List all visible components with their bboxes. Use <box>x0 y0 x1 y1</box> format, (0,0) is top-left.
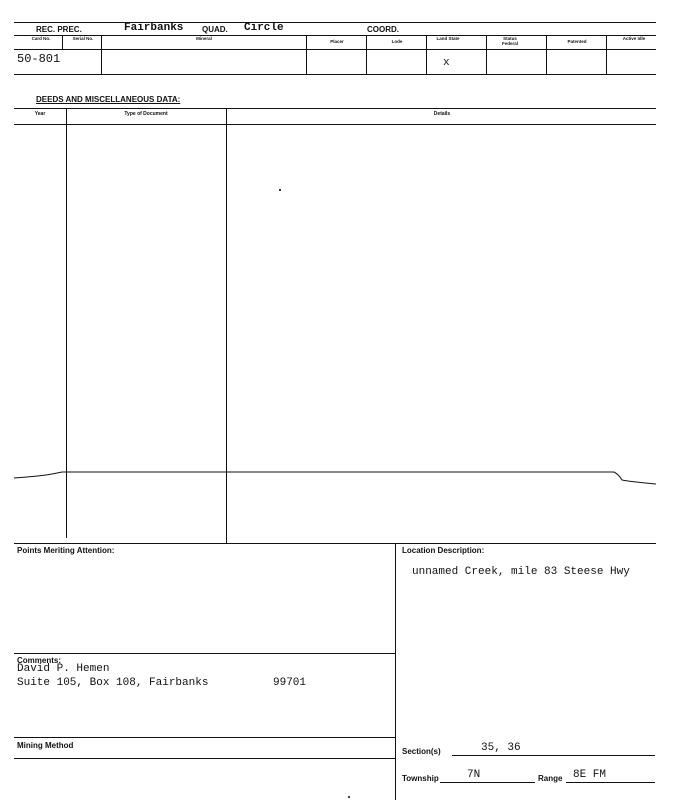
quad-value: Circle <box>244 22 284 34</box>
card-no-value: 50-801 <box>17 52 61 66</box>
range-label: Range <box>538 774 563 783</box>
header-top-rule <box>14 22 656 23</box>
comments-address: Suite 105, Box 108, Fairbanks <box>17 677 209 689</box>
header-columns-rule <box>14 49 656 50</box>
mining-method-label: Mining Method <box>17 741 74 750</box>
fold-line <box>0 460 678 500</box>
comments-zip: 99701 <box>273 677 307 689</box>
lower-divider <box>395 543 396 800</box>
section-label: Section(s) <box>402 747 441 756</box>
section-underline <box>452 755 655 756</box>
header-divider <box>546 35 547 74</box>
deeds-col-year: Year <box>34 111 46 117</box>
header-divider <box>366 35 367 74</box>
land-state-value: x <box>443 57 450 69</box>
deeds-col-details: Details <box>433 111 451 117</box>
col-land-state: Land State <box>436 36 460 41</box>
header-divider <box>486 35 487 74</box>
coord-label: COORD. <box>367 25 399 34</box>
comments-name: David P. Hemen <box>17 663 110 675</box>
col-status-federal: Status Federal <box>501 36 518 46</box>
header-bottom-rule <box>14 74 656 75</box>
header-divider <box>426 35 427 74</box>
deeds-top-rule <box>14 108 656 109</box>
header-divider <box>101 35 102 74</box>
col-patented: Patented <box>567 39 587 44</box>
deeds-bottom-rule <box>14 543 656 544</box>
col-placer: Placer <box>330 39 344 44</box>
quad-label: QUAD. <box>202 25 228 34</box>
comments-bottom-rule <box>14 737 395 738</box>
deeds-title: DEEDS AND MISCELLANEOUS DATA: <box>36 95 181 104</box>
header-divider <box>62 35 63 49</box>
location-label: Location Description: <box>402 546 485 555</box>
col-serial-no: Serial No. <box>72 36 94 41</box>
points-label: Points Meriting Attention: <box>17 546 115 555</box>
comments-label: Comments: <box>17 656 62 665</box>
mining-method-rule <box>14 758 395 759</box>
col-mineral: Mineral <box>196 36 212 41</box>
col-active-idle: Active Idle <box>622 36 646 41</box>
deeds-header-rule <box>14 124 656 125</box>
township-label: Township <box>402 774 439 783</box>
header-divider <box>606 35 607 74</box>
col-card-no: Card No. <box>31 36 51 41</box>
range-value: 8E FM <box>573 769 607 781</box>
stray-mark <box>279 189 281 191</box>
section-value: 35, 36 <box>481 742 521 754</box>
rec-prec-label: REC. PREC. <box>36 25 82 34</box>
rec-prec-value: Fairbanks <box>124 22 184 34</box>
deeds-col-type: Type of Document <box>124 111 168 117</box>
col-lode: Lode <box>391 39 403 44</box>
township-underline <box>440 782 535 783</box>
points-bottom-rule <box>14 653 395 654</box>
stray-mark <box>348 796 350 798</box>
header-divider <box>306 35 307 74</box>
township-value: 7N <box>467 769 481 781</box>
location-value: unnamed Creek, mile 83 Steese Hwy <box>412 566 630 578</box>
range-underline <box>566 782 655 783</box>
